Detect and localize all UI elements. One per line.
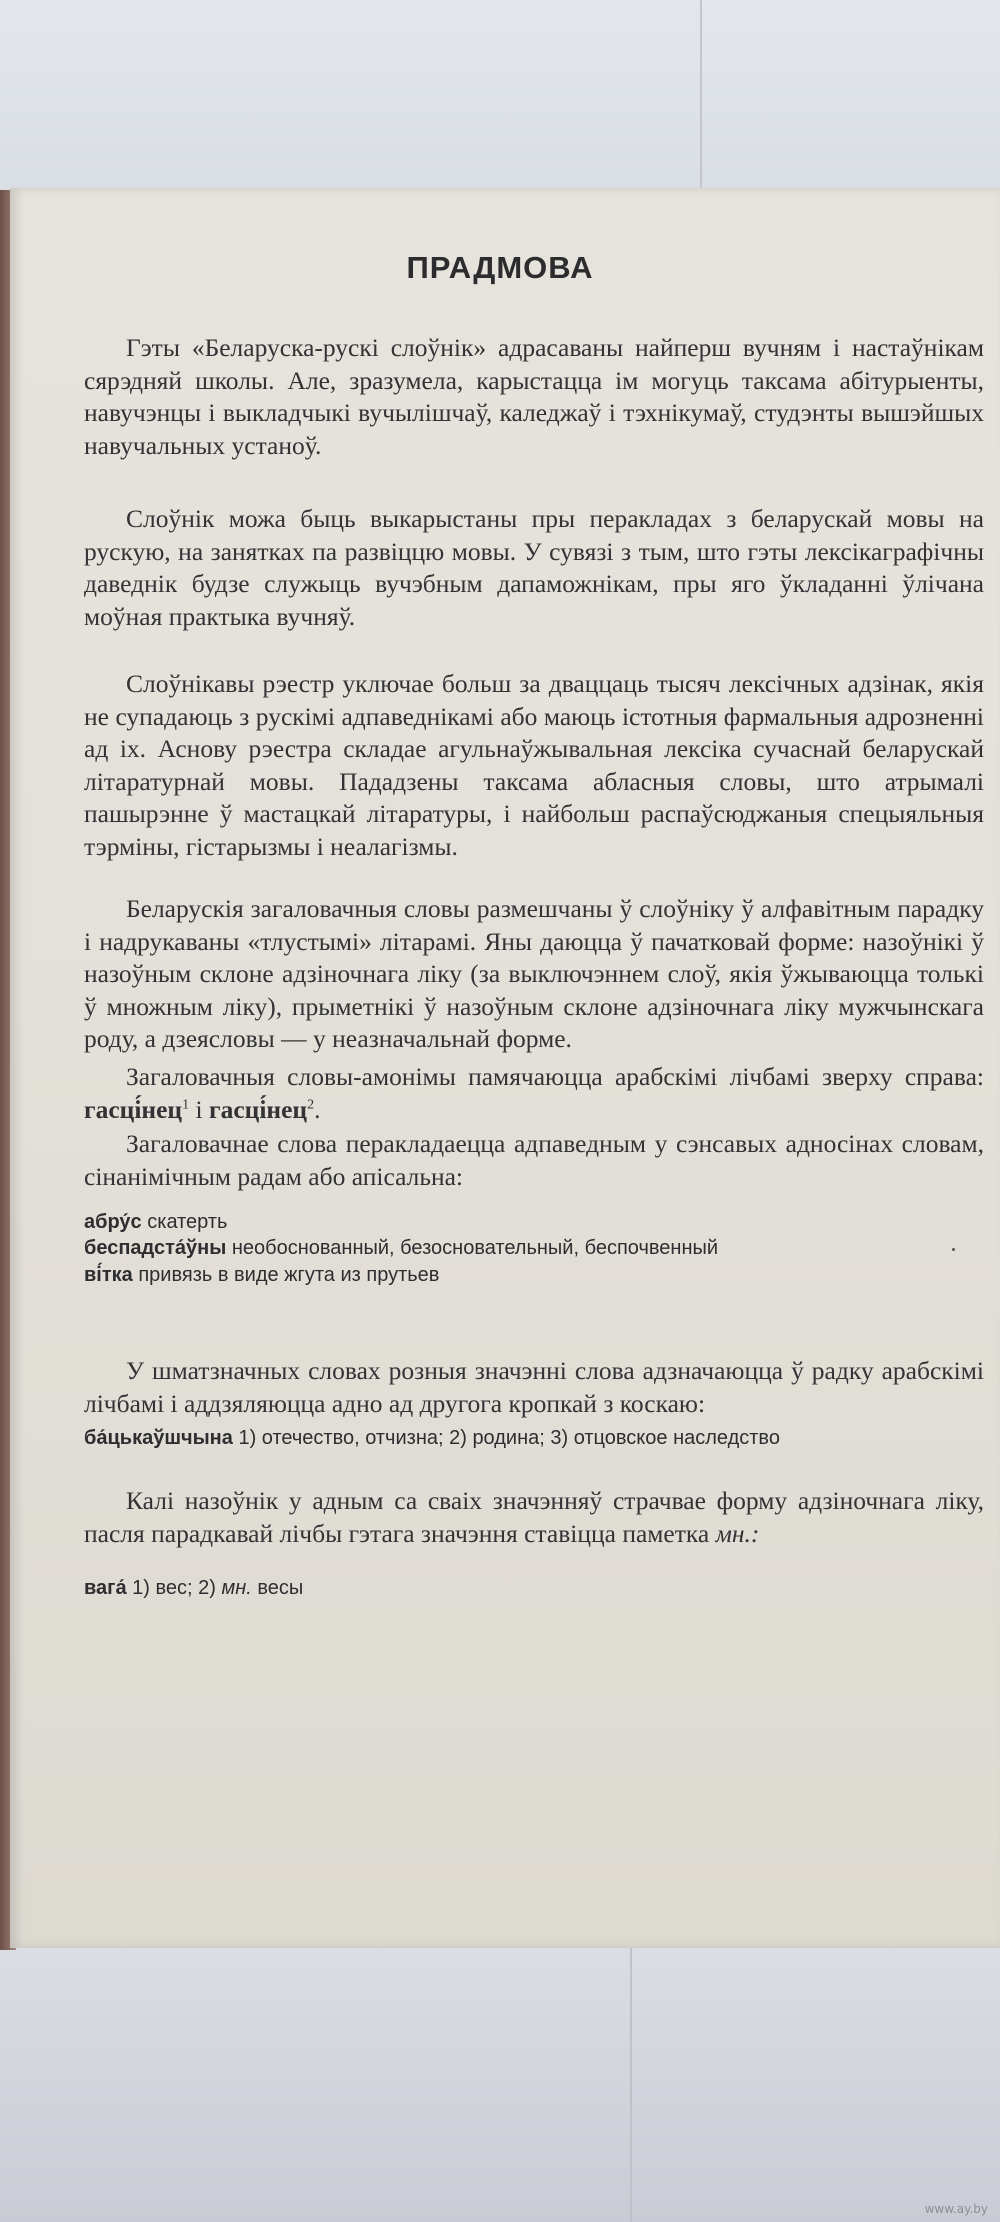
example-translation: необоснованный, безосновательный, беспочвенный: [231, 1237, 719, 1259]
example-translation: привязь в виде жгута из прутьев: [138, 1264, 440, 1286]
page-title: ПРАДМОВА: [406, 250, 594, 285]
watermark-text: www.ay.by: [924, 2202, 988, 2216]
paragraph-text: Беларускія загаловачныя словы размешчаны ў слоўніку ў алфавітным парадку і надрукаваны «тлустымі» літарамі. Яны даюцца ў пачатковай форме: назоўнікі ў назоўным склоне адзіночнага ліку (за выключэннем слоў, якія ўжываюцца толькі ў множным ліку), прыметнікі ў назоўным склоне адзіночнага ліку мужчынскага роду, а дзеясловы — у неазначальнай форме.: [84, 894, 984, 1054]
paragraph: [84, 1355, 984, 1420]
homonym-index: 1: [182, 1097, 190, 1113]
dictionary-example: [84, 1261, 984, 1289]
paragraph-text: Слоўнік можа быць выкарыстаны пры перакладах з беларускай мовы на рускую, на занятках па развіццю мовы. У сувязі з тым, што гэты лексікаграфічны даведнік будзе служыць вучэбным дапаможнікам, пры яго ўкладанні ўлічана моўная практыка вучняў.: [84, 504, 984, 631]
paragraph-homonyms: [84, 1061, 984, 1126]
homonym-word: гасці́нец: [84, 1094, 183, 1124]
background-table-top: [0, 0, 1000, 200]
paragraph-text: Загаловачнае слова перакладаецца адпаведным у сэнсавых адносінах словам, сінанімічным радам або апісальна:: [84, 1129, 984, 1191]
paragraph: [84, 668, 984, 864]
homonym-end: .: [314, 1094, 321, 1124]
example-translation: скатерть: [147, 1211, 228, 1233]
example-headword: ві́тка: [84, 1264, 133, 1286]
example-headword: вага́: [84, 1577, 127, 1599]
homonym-joiner: і: [195, 1094, 203, 1124]
paragraph-text: У шматзначных словах розныя значэнні слова адзначаюцца ў радку арабскімі лічбамі і аддзяляюцца адно ад другога кропкай з коскаю:: [84, 1356, 984, 1418]
homonym-index: 2: [307, 1097, 315, 1113]
dictionary-example: [84, 1208, 984, 1236]
paragraph-text: Загаловачныя словы-амонімы памячаюцца арабскімі лічбамі зверху справа:: [126, 1062, 984, 1091]
paragraph-text-wrapper: [84, 1485, 984, 1550]
example-translation: 1) отечество, отчизна; 2) родина; 3) отцовское наследство: [238, 1427, 780, 1449]
paragraph: [84, 893, 984, 1056]
background-table-bottom: [0, 1945, 1000, 2222]
paragraph: [84, 503, 984, 633]
speck: [952, 1248, 955, 1251]
example-headword: ба́цькаўшчына: [84, 1427, 233, 1449]
dictionary-example: [84, 1574, 984, 1602]
paragraph: [84, 332, 984, 462]
example-headword: абру́с: [84, 1211, 142, 1233]
example-translation: 1) вес; 2): [132, 1577, 216, 1599]
background-seam: [700, 0, 702, 200]
dictionary-example: [84, 1234, 984, 1262]
paragraph-text: Калі назоўнік у адным са сваіх значэнняў страчвае форму адзіночнага ліку, пасля парадкавай лічбы гэтага значэння ставіцца паметка: [84, 1486, 984, 1548]
paragraph-text-wrapper: [84, 1061, 984, 1126]
plural-mark: мн.:: [715, 1518, 760, 1548]
paragraph: [84, 1128, 984, 1193]
homonym-word: гасці́нец: [208, 1094, 308, 1124]
example-translation: весы: [257, 1577, 304, 1599]
paragraph-plural-mark: [84, 1485, 984, 1550]
background-seam: [630, 1945, 632, 2222]
example-headword: беспадста́ўны: [84, 1237, 227, 1259]
example-mark: мн.: [221, 1577, 252, 1599]
paragraph-text: Слоўнікавы рэестр уключае больш за дваццаць тысяч лексічных адзінак, якія не супадаюць з рускімі адпаведнікамі або маюць істотныя фармальныя адрозненні ад іх. Аснову рэестра складае агульнаўжывальная лексіка сучаснай беларускай літаратурнай мовы. Пададзены таксама абласныя словы, што атрымалі пашырэнне ў мастацкай літаратуры, і найбольш распаўсюджаныя спецыяльныя тэрміны, гістарызмы і неалагізмы.: [84, 669, 984, 861]
dictionary-example: [84, 1424, 984, 1452]
paragraph-text: Гэты «Беларуска-рускі слоўнік» адрасаваны найперш вучням і настаўнікам сярэдняй школы. Але, зразумела, карыстацца ім могуць таксама абітурыенты, навучэнцы і выкладчыкі вучылішчаў, каледжаў і тэхнікумаў, студэнты вышэйшых навучальных устаноў.: [84, 333, 984, 460]
